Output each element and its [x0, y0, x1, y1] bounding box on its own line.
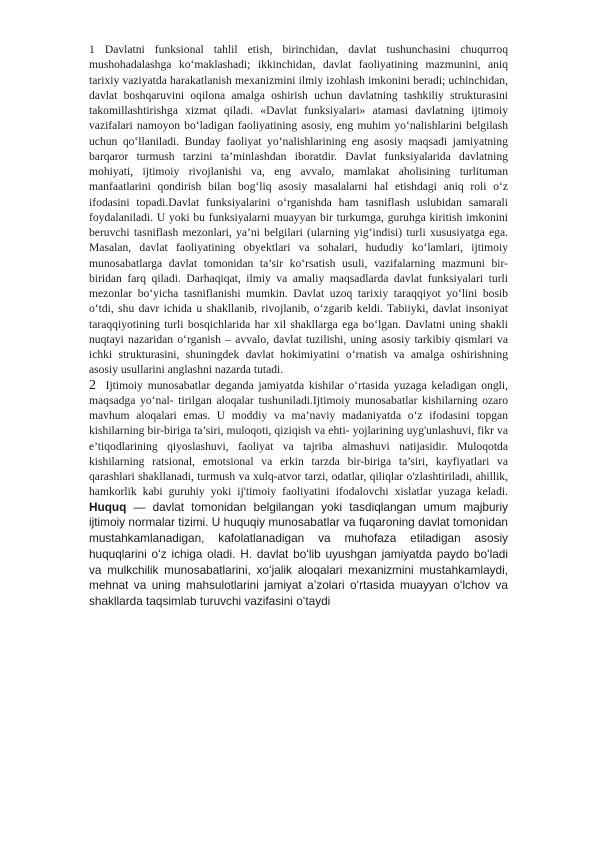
paragraph-2-number: 2 [89, 377, 96, 393]
paragraph-1-number: 1 [89, 43, 95, 56]
term-huquq: Huquq [89, 499, 127, 514]
paragraph-2 [89, 378, 508, 611]
document-page [89, 42, 508, 610]
paragraph-1 [89, 42, 508, 378]
paragraph-1-text: Davlatni funksional tahlil etish, birinchidan, davlat tushunchasini chuqurroq mushohadalashga ko‘maklashadi; ikkinchidan, davlat faoliyatining mazmunini, aniq tarixiy vaziyatda harakatlanish mexanizmini ilmiy izohlash imkonini beradi; uchinchidan, davlat boshqaruvini oqilona amalga oshirish uchun davlatning tashkiliy strukturasini takomillashtirishga xizmat qiladi. «Davlat funksiyalari» atamasi davlatning ijtimoiy vazifalari namoyon bo‘ladigan faoliyatining asosiy, eng muhim yo‘nalishlarini belgilash uchun qo‘llaniladi. Bunday faoliyat yo‘nalishlarining eng asosiy maqsadi jamiyatning barqaror turmush tarzini ta’minlashdan iboratdir. Davlat funksiyalarida davlatning mohiyati, ijtimoiy rivojlanishi va, eng avvalo, mamlakat aholisining turlituman manfaatlarini qondirish bilan bog‘liq asosiy masalalarni hal etishdagi aniq roli o‘z ifodasini topadi.Davlat funksiyalarini o‘rganishda ham tasniflash uslubidan samarali foydalaniladi. U yoki bu funksiyalarni muayyan bir turkumga, guruhga kiritish imkonini beruvchi tasniflash mezonlari, ya’ni belgilari (ularning yig‘indisi) turli xususiyatga ega. Masalan, davlat faoliyatining obyektlari va sohalari, hududiy ko‘lamlari, ijtimoiy munosabatlarga davlat tomonidan ta’sir ko‘rsatish usuli, vazifalarning mazmuni bir-biridan farq qiladi. Darhaqiqat, ilmiy va amaliy maqsadlarda davlat funksiyalari turli mezonlar bo‘yicha tasniflanishi mumkin. Davlat uzoq tarixiy taraqqiyot yo‘lini bosib o‘tdi, shu davr ichida u shakllanib, rivojlanib, o‘zgarib keldi. Tabiiyki, davlat insoniyat taraqqiyotining turli bosqichlarida har xil shakllarga ega bo‘lgan. Davlatni uning shakli nuqtayi nazaridan o‘rganish – avvalo, davlat tuzilishi, uning asosiy tarkibiy qismlari va ichki strukturasini, shuningdek davlat hokimiyatini o‘rnatish va amalga oshirishning asosiy usullarini anglashni nazarda tutadi. [89, 43, 509, 377]
huquq-definition: — davlat tomonidan belgilangan yoki tasdiqlangan umum majburiy ijtimoiy normalar tizimi. U huquqiy munosabatlar va fuqaroning davlat tomonidan mustahkamlanadigan, kafolatlanadigan va muhofaza etiladigan asosiy huquqlarini oʻz ichiga oladi. H. davlat boʻlib uyushgan jamiyatda paydo boʻladi va mulkchilik munosabatlarini, xoʻjalik aloqalari mexanizmini mustahkamlaydi, mehnat va uning mahsulotlarini jamiyat aʼzolari oʻrtasida muayyan oʻlchov va shakllarda taqsimlab turuvchi vazifasini oʻtaydi [89, 499, 508, 609]
paragraph-2-text: Ijtimoiy munosabatlar deganda jamiyatda kishilar o‘rtasida yuzaga keladigan ongli, maqsadga yo‘nal- tirilgan aloqalar tushuniladi.Ijtimoiy munosabatlar kishilarning ozaro mavhum aloqalari emas. U moddiy va ma’naviy madaniyatda o‘z ifodasini topgan kishilarning bir-biriga ta’siri, muloqoti, qiziqish va ehti- yojlarining uyg'unlashuvi, fikr va e’tiqodlarining qiyoslashuvi, faoliyat va tajriba almashuvi natijasidir. Muloqotda kishilarning ratsional, emotsional va erkin tarzda bir-biriga ta’siri, kayfiyatlari va qarashlari shakllanadi, turmush va xulq-atvor tarzi, odatlar, qiliqlar o'zlashtiriladi, ahillik, hamkorlik kabi guruhiy yoki ij'timoiy faoliyatini ifodalovchi xislatlar yuzaga keladi. [89, 378, 508, 499]
